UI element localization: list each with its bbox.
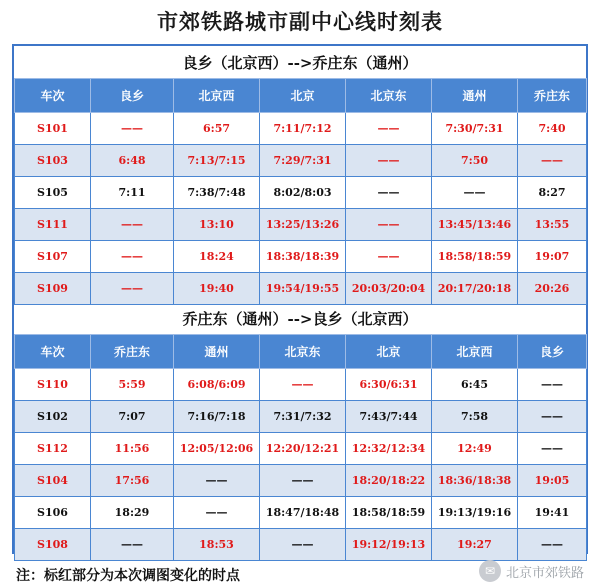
footnote: 注：标红部分为本次调图变化的时点: [16, 568, 240, 584]
time-cell: 18:24: [174, 241, 260, 273]
time-cell: 7:11/7:12: [260, 113, 346, 145]
watermark-text: 北京市郊铁路: [505, 565, 584, 581]
time-cell: ——: [346, 241, 432, 273]
train-number-cell: S111: [15, 209, 91, 241]
time-cell: 19:54/19:55: [260, 273, 346, 305]
time-cell: 6:48: [91, 145, 174, 177]
time-cell: 7:29/7:31: [260, 145, 346, 177]
time-cell: 17:56: [91, 465, 174, 497]
table-header-row: [15, 335, 587, 369]
time-cell: 6:08/6:09: [174, 369, 260, 401]
table-row: [15, 177, 587, 209]
column-header: 车次: [15, 79, 91, 113]
table-row: [15, 465, 587, 497]
time-cell: ——: [518, 433, 587, 465]
train-number-cell: S103: [15, 145, 91, 177]
time-cell: 13:25/13:26: [260, 209, 346, 241]
column-header: 通州: [432, 79, 518, 113]
time-cell: ——: [91, 209, 174, 241]
time-cell: 18:58/18:59: [432, 241, 518, 273]
column-header: 乔庄东: [518, 79, 587, 113]
time-cell: ——: [91, 113, 174, 145]
wechat-icon: ✉: [479, 560, 501, 582]
time-cell: 20:17/20:18: [432, 273, 518, 305]
time-cell: 7:16/7:18: [174, 401, 260, 433]
time-cell: 8:02/8:03: [260, 177, 346, 209]
time-cell: 19:12/19:13: [346, 529, 432, 561]
table-row: [15, 497, 587, 529]
time-cell: 7:58: [432, 401, 518, 433]
time-cell: 7:38/7:48: [174, 177, 260, 209]
time-cell: 13:10: [174, 209, 260, 241]
column-header: 北京西: [174, 79, 260, 113]
time-cell: 7:07: [91, 401, 174, 433]
time-cell: ——: [346, 145, 432, 177]
time-cell: ——: [91, 529, 174, 561]
table-row: [15, 433, 587, 465]
time-cell: 7:13/7:15: [174, 145, 260, 177]
time-cell: ——: [518, 529, 587, 561]
table-row: [15, 369, 587, 401]
time-cell: 19:13/19:16: [432, 497, 518, 529]
train-number-cell: S105: [15, 177, 91, 209]
time-cell: 12:49: [432, 433, 518, 465]
time-cell: ——: [174, 497, 260, 529]
section1-direction: 良乡（北京西）-->乔庄东（通州）: [182, 54, 418, 72]
column-header: 良乡: [91, 79, 174, 113]
time-cell: 18:36/18:38: [432, 465, 518, 497]
page-title: 市郊铁路城市副中心线时刻表: [157, 9, 443, 34]
time-cell: ——: [518, 401, 587, 433]
time-cell: ——: [91, 273, 174, 305]
time-cell: 19:27: [432, 529, 518, 561]
time-cell: 18:29: [91, 497, 174, 529]
column-header: 乔庄东: [91, 335, 174, 369]
train-number-cell: S110: [15, 369, 91, 401]
time-cell: 5:59: [91, 369, 174, 401]
time-cell: 13:55: [518, 209, 587, 241]
time-cell: 11:56: [91, 433, 174, 465]
time-cell: ——: [518, 369, 587, 401]
train-number-cell: S102: [15, 401, 91, 433]
time-cell: 7:43/7:44: [346, 401, 432, 433]
time-cell: ——: [346, 209, 432, 241]
time-cell: 12:20/12:21: [260, 433, 346, 465]
time-cell: 20:26: [518, 273, 587, 305]
time-cell: 18:47/18:48: [260, 497, 346, 529]
column-header: 北京西: [432, 335, 518, 369]
time-cell: 20:03/20:04: [346, 273, 432, 305]
table-row: [15, 241, 587, 273]
time-cell: 19:05: [518, 465, 587, 497]
train-number-cell: S107: [15, 241, 91, 273]
time-cell: 19:41: [518, 497, 587, 529]
column-header: 北京东: [346, 79, 432, 113]
column-header: 通州: [174, 335, 260, 369]
time-cell: 6:30/6:31: [346, 369, 432, 401]
table-row: [15, 273, 587, 305]
time-cell: ——: [346, 177, 432, 209]
table-header-row: [15, 79, 587, 113]
train-number-cell: S109: [15, 273, 91, 305]
time-cell: ——: [346, 113, 432, 145]
column-header: 良乡: [518, 335, 587, 369]
time-cell: ——: [174, 465, 260, 497]
time-cell: 8:27: [518, 177, 587, 209]
train-number-cell: S101: [15, 113, 91, 145]
time-cell: 19:40: [174, 273, 260, 305]
time-cell: 7:11: [91, 177, 174, 209]
time-cell: 18:58/18:59: [346, 497, 432, 529]
time-cell: 7:50: [432, 145, 518, 177]
table-row: [15, 401, 587, 433]
time-cell: ——: [260, 529, 346, 561]
time-cell: 7:30/7:31: [432, 113, 518, 145]
train-number-cell: S108: [15, 529, 91, 561]
time-cell: ——: [432, 177, 518, 209]
time-cell: 18:38/18:39: [260, 241, 346, 273]
time-cell: 6:57: [174, 113, 260, 145]
train-number-cell: S106: [15, 497, 91, 529]
time-cell: 7:31/7:32: [260, 401, 346, 433]
time-cell: ——: [260, 465, 346, 497]
time-cell: ——: [91, 241, 174, 273]
time-cell: 18:53: [174, 529, 260, 561]
train-number-cell: S112: [15, 433, 91, 465]
column-header: 车次: [15, 335, 91, 369]
column-header: 北京东: [260, 335, 346, 369]
time-cell: ——: [518, 145, 587, 177]
table-row: [15, 145, 587, 177]
table-row: [15, 113, 587, 145]
table-row: [15, 209, 587, 241]
time-cell: 13:45/13:46: [432, 209, 518, 241]
timetable-westbound-to-east: [14, 78, 587, 305]
time-cell: ——: [260, 369, 346, 401]
timetable-frame: [12, 44, 588, 554]
table-row: [15, 529, 587, 561]
time-cell: 12:32/12:34: [346, 433, 432, 465]
column-header: 北京: [260, 79, 346, 113]
column-header: 北京: [346, 335, 432, 369]
section2-direction: 乔庄东（通州）-->良乡（北京西）: [182, 310, 418, 328]
time-cell: 18:20/18:22: [346, 465, 432, 497]
watermark: [479, 560, 584, 582]
train-number-cell: S104: [15, 465, 91, 497]
timetable-eastbound-to-west: [14, 334, 587, 561]
time-cell: 12:05/12:06: [174, 433, 260, 465]
time-cell: 7:40: [518, 113, 587, 145]
time-cell: 19:07: [518, 241, 587, 273]
time-cell: 6:45: [432, 369, 518, 401]
